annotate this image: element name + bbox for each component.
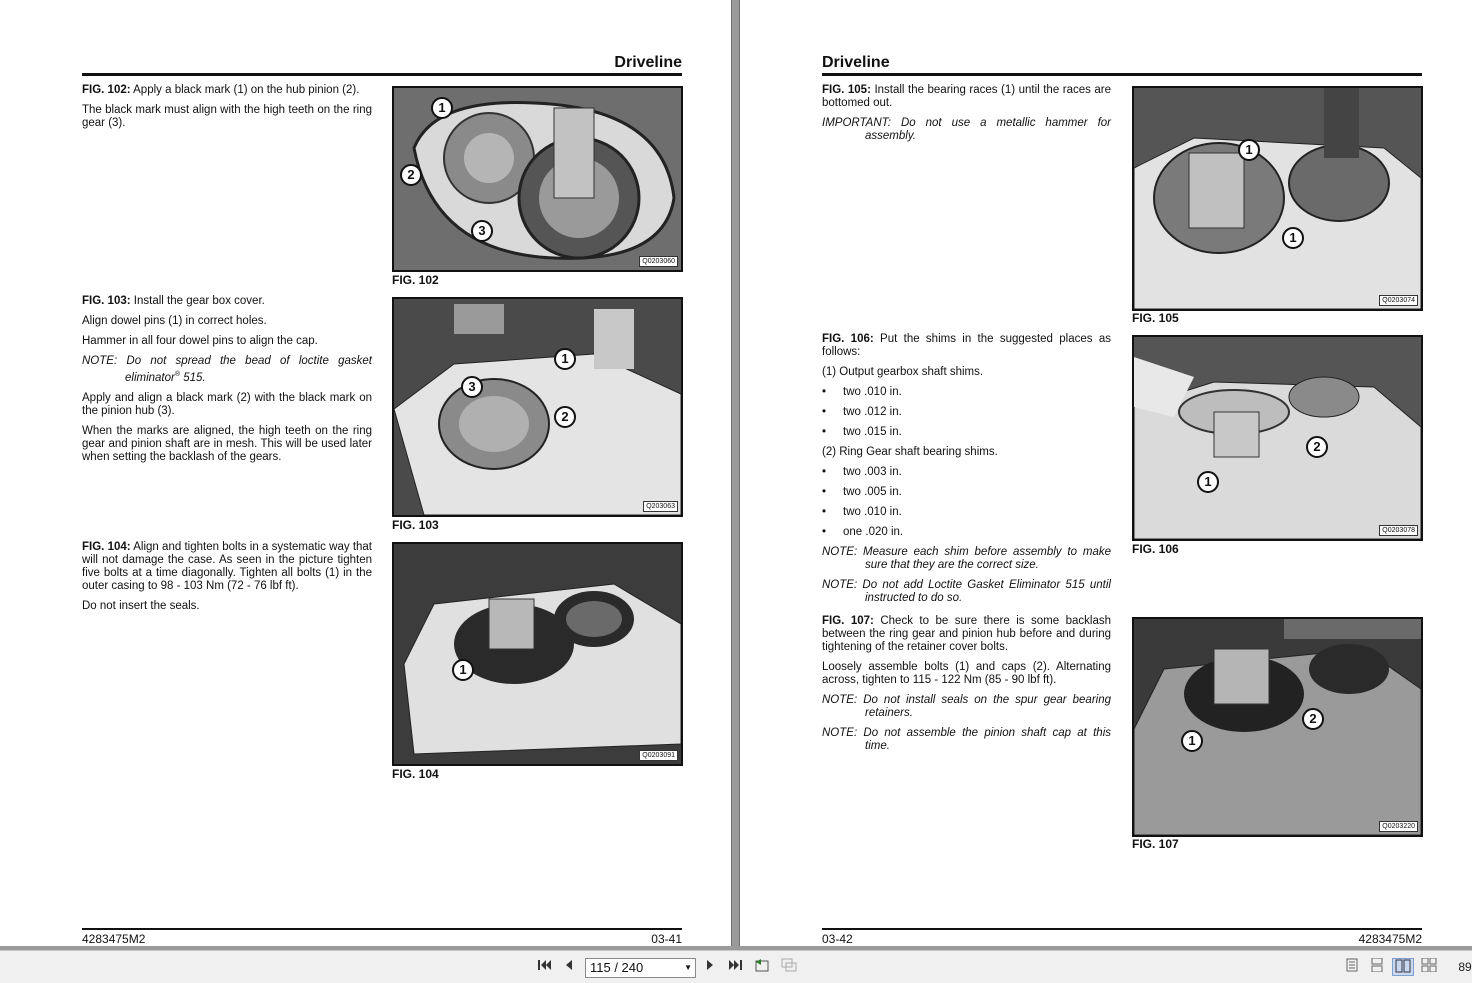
fig102-caption: FIG. 102: [392, 273, 439, 287]
first-page-icon[interactable]: [535, 957, 553, 977]
viewer-toolbar: [0, 950, 1472, 983]
zoom-level[interactable]: 89: [1458, 960, 1472, 974]
callout-1: 1: [431, 97, 453, 119]
footer-doc-number: 4283475M2: [1358, 932, 1422, 946]
callout-1: 1: [1238, 139, 1260, 161]
callout-1: 1: [1197, 471, 1219, 493]
document-page-right: [739, 0, 1472, 946]
fig103-caption: FIG. 103: [392, 518, 439, 532]
fig104-image-code: Q0203091: [639, 750, 678, 761]
callout-1: 1: [1282, 227, 1304, 249]
callout-2: 2: [400, 164, 422, 186]
continuous-view-icon[interactable]: [1366, 958, 1388, 976]
chevron-down-icon: ▼: [684, 963, 692, 972]
fig107-caption: FIG. 107: [1132, 837, 1179, 851]
fig107-text: FIG. 107: Check to be sure there is some backlash between the ring gear and pinion hub before and during tightening of the retainer cover bolts. Loosely assemble bolts (1) and caps (2). Alternating across, tighten to 115 - 122 Nm (85 - 90 lbf ft). NOTE: Do not install seals on the spur gear bearing retainers. NOTE: Do not assemble the pinion shaft cap at this time.: [822, 615, 1112, 752]
callout-2: 2: [554, 406, 576, 428]
shim-list-output: • two .010 in. • two .012 in. • two .015 in.: [822, 386, 1111, 439]
last-page-icon[interactable]: [727, 957, 745, 977]
footer-rule: [82, 928, 682, 930]
fig107-photo: [1132, 617, 1423, 837]
previous-view-icon[interactable]: [753, 957, 773, 977]
page-header-title: Driveline: [614, 54, 682, 71]
callout-1: 1: [1181, 730, 1203, 752]
fig105-image-code: Q0203074: [1379, 295, 1418, 306]
page-number-value: 115 / 240: [590, 960, 644, 975]
fig105-caption: FIG. 105: [1132, 311, 1179, 325]
fig107-image-code: Q0203220: [1379, 821, 1418, 832]
fig104-caption: FIG. 104: [392, 767, 439, 781]
page-number-select[interactable]: [585, 958, 696, 978]
fig103-photo: [392, 297, 683, 517]
fig106-caption: FIG. 106: [1132, 542, 1179, 556]
two-page-continuous-view-icon[interactable]: [1418, 958, 1440, 976]
fig103-text: FIG. 103: Install the gear box cover. Align dowel pins (1) in correct holes. Hammer in all four dowel pins to align the cap. NOTE: Do not spread the bead of loctite gasket eliminator® 515. Apply and align a black mark (2) with the black mark on the pinion hub (3). When the marks are aligned, the high teeth on the ring gear and pinion shaft are in mesh. This will be used later when setting the backlash of the gears.: [82, 295, 372, 463]
fig106-text: FIG. 106: Put the shims in the suggested places as follows: (1) Output gearbox shaft shims. • two .010 in. • two .012 in. • two .015 in. (2) Ring Gear shaft bearing shims. • two .003 in. • two .005 in. • two .010 in. • one .020 in. NOTE: Measure each shim before assembly to make sure that they are the correct size. NOTE: Do not add Loctite Gasket Eliminator 515 until instructed to do so.: [822, 333, 1111, 612]
fig102-image-code: Q0203060: [639, 256, 678, 267]
footer-doc-number: 4283475M2: [82, 932, 146, 946]
callout-3: 3: [461, 376, 483, 398]
callout-2: 2: [1302, 708, 1324, 730]
page-header-title: Driveline: [822, 54, 890, 71]
fig103-image-code: Q203063: [643, 501, 678, 512]
fig102-text: FIG. 102: Apply a black mark (1) on the hub pinion (2). The black mark must align with the high teeth on the ring gear (3).: [82, 84, 372, 129]
two-page-view-icon[interactable]: [1392, 958, 1414, 976]
single-page-view-icon[interactable]: [1341, 958, 1363, 976]
callout-1: 1: [554, 348, 576, 370]
fig104-photo: [392, 542, 683, 766]
footer-page-number: 03-42: [822, 932, 853, 946]
fig104-text: FIG. 104: Align and tighten bolts in a systematic way that will not damage the case. As seen in the picture tighten five bolts at a time diagonally. Tighten all bolts (1) in the outer casing to 98 - 103 Nm (72 - 76 lbf ft). Do not insert the seals.: [82, 541, 373, 612]
header-rule: [82, 73, 682, 76]
footer-page-number: 03-41: [651, 932, 682, 946]
document-page-left: [0, 0, 732, 946]
footer-rule: [822, 928, 1422, 930]
fig102-photo: [392, 86, 683, 272]
shim-list-ring-gear: • two .003 in. • two .005 in. • two .010 in. • one .020 in.: [822, 466, 1111, 539]
fig105-photo: [1132, 86, 1423, 311]
callout-3: 3: [471, 220, 493, 242]
next-page-icon[interactable]: [704, 957, 718, 977]
fig106-photo: [1132, 335, 1423, 541]
next-view-icon[interactable]: [779, 957, 799, 977]
header-rule: [822, 73, 1422, 76]
fig106-image-code: Q0203078: [1379, 525, 1418, 536]
callout-2: 2: [1306, 436, 1328, 458]
previous-page-icon[interactable]: [561, 957, 575, 977]
callout-1: 1: [452, 659, 474, 681]
fig105-text: FIG. 105: Install the bearing races (1) until the races are bottomed out. IMPORTANT: Do not use a metallic hammer for assembly.: [822, 84, 1112, 142]
